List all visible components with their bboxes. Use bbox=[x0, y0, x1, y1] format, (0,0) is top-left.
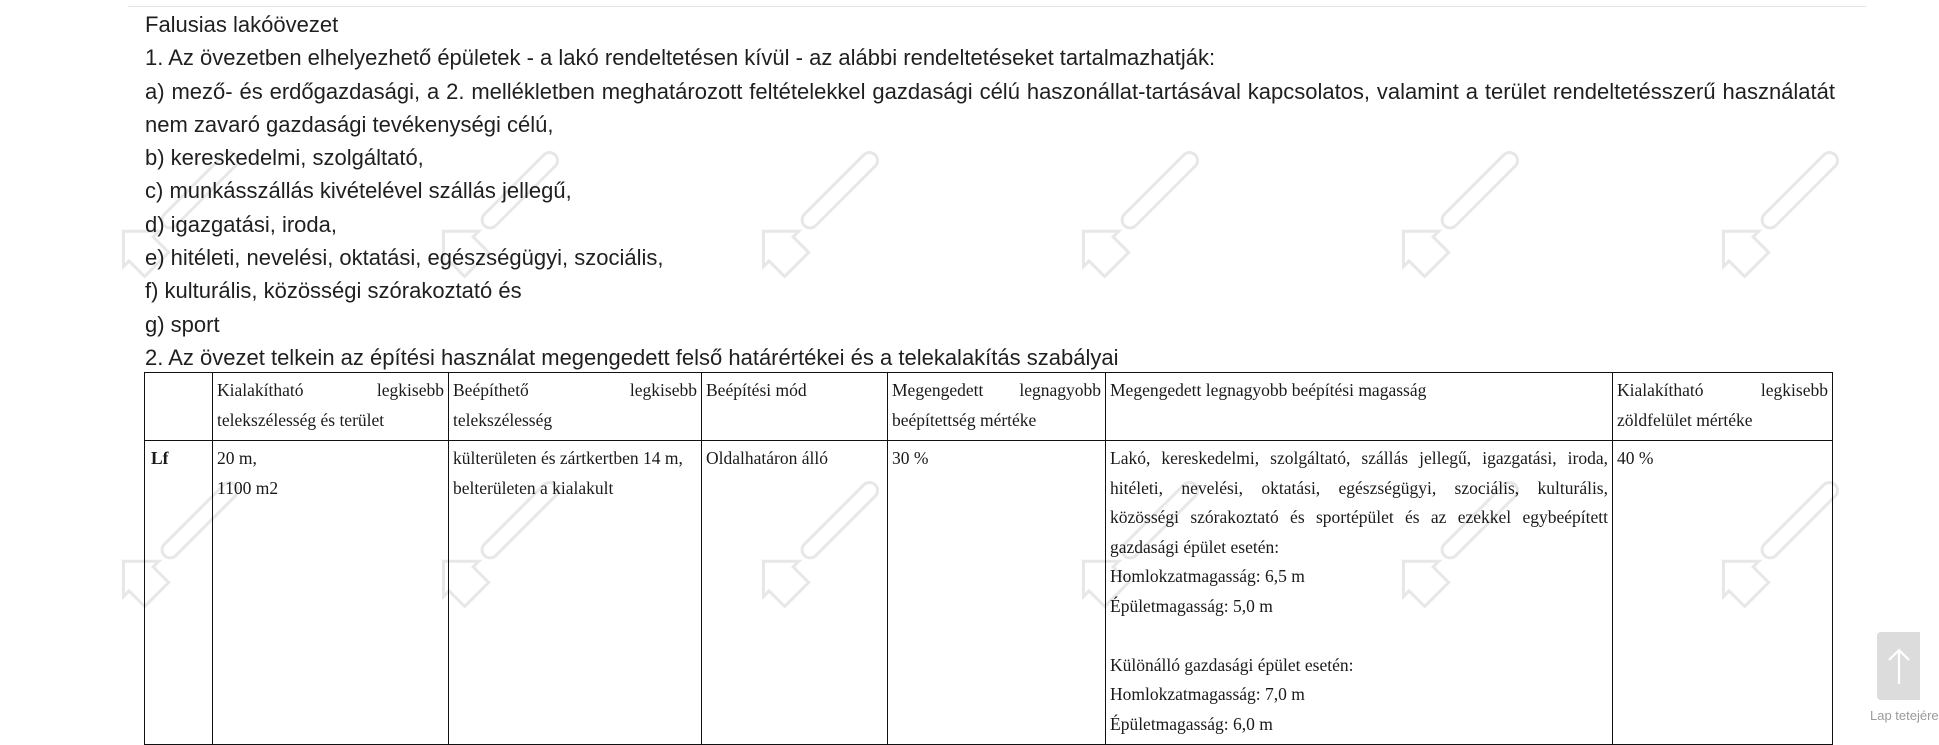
header-buildable-width: Beépíthető legkisebb telekszélesség bbox=[449, 373, 702, 441]
height-b-building: Épületmagasság: 6,0 m bbox=[1110, 713, 1273, 734]
table-heading: 2. Az övezet telkein az építési használat megengedett felső határértékei és a telekalakítás szabályai bbox=[145, 344, 1119, 370]
cell-green: 40 % bbox=[1613, 441, 1833, 745]
zone-code: Lf bbox=[145, 441, 213, 745]
header-height: Megengedett legnagyobb beépítési magasság bbox=[1106, 373, 1613, 441]
list-item-a: a) mező- és erdőgazdasági, a 2. mellékletben meghatározott feltételekkel gazdasági célú haszonállat-tartásával kapcsolatos, valamint a terület rendeltetésszerű használatát nem zavaró gazdasági tevékenységi célú, bbox=[145, 78, 1835, 137]
zone-regulation-text bbox=[145, 8, 1835, 374]
cell-height bbox=[1106, 441, 1613, 745]
section-intro: 1. Az övezetben elhelyezhető épületek - a lakó rendeltetésen kívül - az alábbi rendeltetéseket tartalmazhatják: bbox=[145, 45, 1216, 71]
list-item-f: f) kulturális, közösségi szórakoztató és bbox=[145, 278, 522, 304]
height-a-building: Épületmagasság: 5,0 m bbox=[1110, 595, 1273, 616]
cell-buildable-width: külterületen és zártkertben 14 m, belterületen a kialakult bbox=[449, 441, 702, 745]
header-mode: Beépítési mód bbox=[702, 373, 888, 441]
width-value: 20 m, bbox=[217, 448, 257, 468]
height-a-facade: Homlokzatmagasság: 6,5 m bbox=[1110, 566, 1305, 586]
scroll-to-top-button[interactable] bbox=[1877, 632, 1920, 700]
cell-mode: Oldalhatáron álló bbox=[702, 441, 888, 745]
list-item-d: d) igazgatási, iroda, bbox=[145, 211, 337, 237]
header-zone bbox=[145, 373, 213, 441]
table-row bbox=[145, 441, 1833, 745]
table-header-row bbox=[145, 373, 1833, 441]
area-value: 1100 m2 bbox=[217, 477, 279, 498]
height-b-heading: Különálló gazdasági épület esetén: bbox=[1110, 654, 1354, 675]
regulation-table bbox=[144, 372, 1833, 745]
top-divider bbox=[128, 6, 1866, 7]
cell-width-area bbox=[213, 441, 449, 745]
header-width-area: Kialakítható legkisebb telekszélesség és terület bbox=[213, 373, 449, 441]
header-coverage: Megengedett legnagyobb beépítettség mértéke bbox=[888, 373, 1106, 441]
list-item-g: g) sport bbox=[145, 311, 220, 337]
list-item-b: b) kereskedelmi, szolgáltató, bbox=[145, 145, 424, 171]
scroll-to-top-label[interactable]: Lap tetejére bbox=[1870, 708, 1939, 723]
section-title: Falusias lakóövezet bbox=[145, 12, 339, 37]
height-b-facade: Homlokzatmagasság: 7,0 m bbox=[1110, 684, 1305, 704]
arrow-up-icon bbox=[1887, 646, 1911, 686]
header-green: Kialakítható legkisebb zöldfelület mértéke bbox=[1613, 373, 1833, 441]
height-intro: Lakó, kereskedelmi, szolgáltató, szállás jellegű, igazgatási, iroda, hitéleti, nevelési, oktatási, egészségügyi, szociális, kulturális, közösségi szórakoztató és sportépület és az ezekkel egybeépített gazdasági épület esetén: bbox=[1110, 448, 1608, 557]
list-item-c: c) munkásszállás kivételével szállás jellegű, bbox=[145, 178, 572, 204]
list-item-e: e) hitéleti, nevelési, oktatási, egészségügyi, szociális, bbox=[145, 245, 664, 271]
cell-coverage: 30 % bbox=[888, 441, 1106, 745]
